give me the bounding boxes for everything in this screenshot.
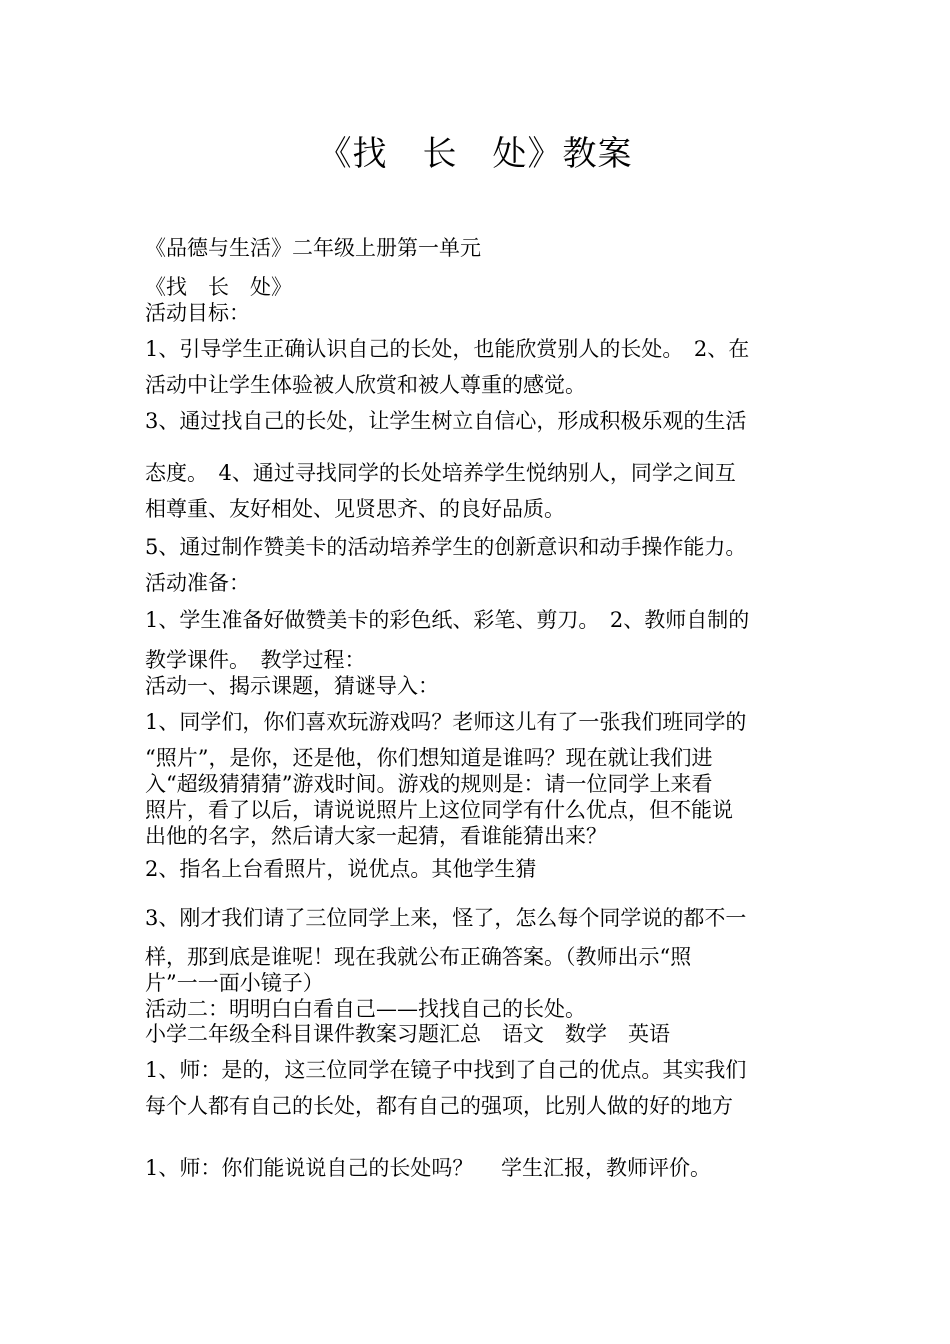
text-line: 1、师：是的，这三位同学在镜子中找到了自己的优点。其实我们	[145, 1058, 747, 1082]
text-line: 1、引导学生正确认识自己的长处，也能欣赏别人的长处。 2、在	[145, 337, 750, 361]
text-line: 小学二年级全科目课件教案习题汇总 语文 数学 英语	[145, 1022, 670, 1046]
section-heading: 活动目标：	[145, 301, 250, 325]
text-line: 样，那到底是谁呢！现在我就公布正确答案。（教师出示“照	[145, 945, 692, 969]
text-line: 片”一一面小镜子）	[145, 971, 324, 995]
text-line: 每个人都有自己的长处，都有自己的强项，比别人做的好的地方	[145, 1094, 733, 1118]
text-line: 3、刚才我们请了三位同学上来，怪了，怎么每个同学说的都不一	[145, 906, 747, 930]
text-line: 出他的名字，然后请大家一起猜，看谁能猜出来？	[145, 824, 607, 848]
section-heading: 活动二：明明白白看自己——找找自己的长处。	[145, 997, 586, 1021]
text-line: 态度。 4、通过寻找同学的长处培养学生悦纳别人，同学之间互	[145, 461, 736, 485]
text-line: 1、同学们，你们喜欢玩游戏吗？老师这儿有了一张我们班同学的	[145, 710, 747, 734]
text-line: 教学课件。 教学过程：	[145, 648, 366, 672]
text-line: 活动中让学生体验被人欣赏和被人尊重的感觉。	[145, 373, 586, 397]
text-line: 1、师：你们能说说自己的长处吗？ 学生汇报，教师评价。	[145, 1156, 712, 1180]
lesson-name: 《找 长 处》	[145, 275, 292, 299]
text-line: 照片，看了以后，请说说照片上这位同学有什么优点，但不能说	[145, 798, 733, 822]
subtitle-line: 《品德与生活》二年级上册第一单元	[145, 236, 481, 260]
section-heading: 活动准备：	[145, 571, 250, 595]
document-title: 《找 长 处》教案	[317, 134, 633, 174]
text-line: 2、指名上台看照片，说优点。其他学生猜	[145, 857, 537, 881]
section-heading: 活动一、揭示课题，猜谜导入：	[145, 674, 439, 698]
text-line: 3、通过找自己的长处，让学生树立自信心，形成积极乐观的生活	[145, 409, 747, 433]
text-line: 入“超级猜猜猜”游戏时间。游戏的规则是：请一位同学上来看	[145, 772, 713, 796]
text-line: 相尊重、友好相处、见贤思齐、的良好品质。	[145, 497, 565, 521]
text-line: “照片”，是你，还是他，你们想知道是谁吗？现在就让我们进	[145, 746, 713, 770]
text-line: 1、学生准备好做赞美卡的彩色纸、彩笔、剪刀。 2、教师自制的	[145, 608, 750, 632]
text-line: 5、通过制作赞美卡的活动培养学生的创新意识和动手操作能力。	[145, 535, 747, 559]
